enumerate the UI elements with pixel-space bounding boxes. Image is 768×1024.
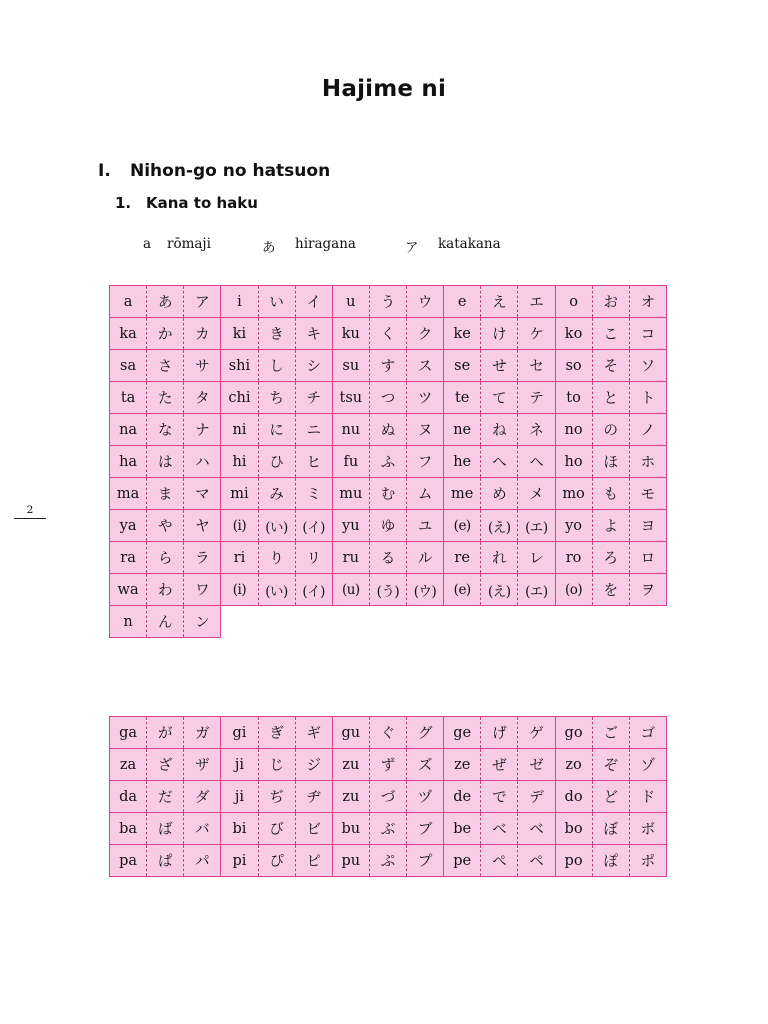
hiragana-cell: の — [592, 414, 629, 446]
katakana-cell: チ — [295, 382, 332, 414]
hiragana-cell: ば — [147, 813, 184, 845]
kana-table — [109, 285, 667, 638]
katakana-cell: リ — [295, 542, 332, 574]
empty-cell — [555, 606, 592, 638]
empty-cell — [295, 606, 332, 638]
hiragana-cell: ざ — [147, 749, 184, 781]
katakana-cell: パ — [184, 845, 221, 877]
legend-katakana-label: katakana — [438, 236, 501, 252]
table-row — [110, 318, 667, 350]
katakana-cell: ネ — [518, 414, 555, 446]
katakana-cell: ケ — [518, 318, 555, 350]
hiragana-cell: ら — [147, 542, 184, 574]
romaji-cell: ro — [555, 542, 592, 574]
hiragana-cell: か — [147, 318, 184, 350]
romaji-cell: no — [555, 414, 592, 446]
katakana-cell: セ — [518, 350, 555, 382]
katakana-cell: ペ — [518, 845, 555, 877]
hiragana-cell: (い) — [258, 574, 295, 606]
section-title: Nihon-go no hatsuon — [130, 161, 331, 181]
romaji-cell: na — [110, 414, 147, 446]
katakana-cell: ニ — [295, 414, 332, 446]
katakana-cell: ド — [629, 781, 666, 813]
katakana-cell: ク — [407, 318, 444, 350]
hiragana-cell: せ — [481, 350, 518, 382]
table-row — [110, 606, 667, 638]
romaji-cell: sa — [110, 350, 147, 382]
romaji-cell: (e) — [444, 510, 481, 542]
romaji-cell: te — [444, 382, 481, 414]
hiragana-cell: り — [258, 542, 295, 574]
hiragana-cell: だ — [147, 781, 184, 813]
hiragana-cell: (え) — [481, 574, 518, 606]
romaji-cell: za — [110, 749, 147, 781]
romaji-cell: ge — [444, 717, 481, 749]
romaji-cell: ya — [110, 510, 147, 542]
katakana-cell: (イ) — [295, 510, 332, 542]
katakana-cell: ダ — [184, 781, 221, 813]
hiragana-cell: と — [592, 382, 629, 414]
empty-cell — [518, 606, 555, 638]
katakana-cell: エ — [518, 286, 555, 318]
katakana-cell: ウ — [407, 286, 444, 318]
romaji-cell: bi — [221, 813, 258, 845]
katakana-cell: イ — [295, 286, 332, 318]
katakana-cell: (エ) — [518, 574, 555, 606]
romaji-cell: pi — [221, 845, 258, 877]
romaji-cell: ko — [555, 318, 592, 350]
table-row — [110, 478, 667, 510]
hiragana-cell: に — [258, 414, 295, 446]
hiragana-cell: ぱ — [147, 845, 184, 877]
hiragana-cell: ち — [258, 382, 295, 414]
hiragana-cell: も — [592, 478, 629, 510]
romaji-cell: gu — [332, 717, 369, 749]
romaji-cell: chi — [221, 382, 258, 414]
katakana-cell: ピ — [295, 845, 332, 877]
empty-cell — [481, 606, 518, 638]
romaji-cell: da — [110, 781, 147, 813]
hiragana-cell: わ — [147, 574, 184, 606]
hiragana-cell: ぶ — [369, 813, 406, 845]
hiragana-cell: ぽ — [592, 845, 629, 877]
hiragana-cell: ぴ — [258, 845, 295, 877]
katakana-cell: ワ — [184, 574, 221, 606]
romaji-cell: gi — [221, 717, 258, 749]
hiragana-cell: ぷ — [369, 845, 406, 877]
romaji-cell: po — [555, 845, 592, 877]
katakana-cell: ハ — [184, 446, 221, 478]
hiragana-cell: て — [481, 382, 518, 414]
table-row — [110, 542, 667, 574]
empty-cell — [407, 606, 444, 638]
legend — [0, 236, 768, 256]
katakana-cell: ヌ — [407, 414, 444, 446]
katakana-cell: メ — [518, 478, 555, 510]
katakana-cell: ヂ — [295, 781, 332, 813]
table-row — [110, 781, 667, 813]
table-row — [110, 510, 667, 542]
hiragana-cell: げ — [481, 717, 518, 749]
katakana-cell: タ — [184, 382, 221, 414]
katakana-cell: ゾ — [629, 749, 666, 781]
romaji-cell: ku — [332, 318, 369, 350]
katakana-cell: ガ — [184, 717, 221, 749]
hiragana-cell: ご — [592, 717, 629, 749]
table-row — [110, 414, 667, 446]
section-number: Ⅰ. — [98, 161, 111, 181]
romaji-cell: ki — [221, 318, 258, 350]
katakana-cell: ヘ — [518, 446, 555, 478]
katakana-cell: ヤ — [184, 510, 221, 542]
katakana-cell: ラ — [184, 542, 221, 574]
legend-hiragana-sample: あ — [262, 240, 276, 256]
romaji-cell: yu — [332, 510, 369, 542]
section-heading — [98, 161, 330, 181]
katakana-cell: ジ — [295, 749, 332, 781]
hiragana-cell: づ — [369, 781, 406, 813]
table-row — [110, 574, 667, 606]
katakana-cell: ト — [629, 382, 666, 414]
hiragana-cell: ど — [592, 781, 629, 813]
katakana-cell: ル — [407, 542, 444, 574]
romaji-cell: zu — [332, 749, 369, 781]
katakana-cell: ゼ — [518, 749, 555, 781]
katakana-cell: バ — [184, 813, 221, 845]
hiragana-cell: ね — [481, 414, 518, 446]
romaji-cell: ta — [110, 382, 147, 414]
hiragana-cell: が — [147, 717, 184, 749]
romaji-cell: (o) — [555, 574, 592, 606]
hiragana-cell: (え) — [481, 510, 518, 542]
romaji-cell: pu — [332, 845, 369, 877]
romaji-cell: bo — [555, 813, 592, 845]
subsection-title: Kana to haku — [146, 194, 258, 212]
katakana-cell: フ — [407, 446, 444, 478]
romaji-cell: hi — [221, 446, 258, 478]
romaji-cell: ma — [110, 478, 147, 510]
hiragana-cell: お — [592, 286, 629, 318]
hiragana-cell: じ — [258, 749, 295, 781]
katakana-cell: ナ — [184, 414, 221, 446]
table-row — [110, 749, 667, 781]
romaji-cell: e — [444, 286, 481, 318]
katakana-cell: ゲ — [518, 717, 555, 749]
katakana-cell: プ — [407, 845, 444, 877]
hiragana-cell: な — [147, 414, 184, 446]
romaji-cell: ha — [110, 446, 147, 478]
katakana-cell: ス — [407, 350, 444, 382]
romaji-cell: ze — [444, 749, 481, 781]
katakana-cell: コ — [629, 318, 666, 350]
romaji-cell: fu — [332, 446, 369, 478]
katakana-cell: ツ — [407, 382, 444, 414]
hiragana-cell: れ — [481, 542, 518, 574]
hiragana-cell: ぞ — [592, 749, 629, 781]
romaji-cell: mu — [332, 478, 369, 510]
hiragana-cell: ぼ — [592, 813, 629, 845]
romaji-cell: wa — [110, 574, 147, 606]
table-row — [110, 286, 667, 318]
romaji-cell: (i) — [221, 574, 258, 606]
katakana-cell: ギ — [295, 717, 332, 749]
katakana-cell: ポ — [629, 845, 666, 877]
hiragana-cell: け — [481, 318, 518, 350]
katakana-cell: レ — [518, 542, 555, 574]
romaji-cell: me — [444, 478, 481, 510]
romaji-cell: yo — [555, 510, 592, 542]
romaji-cell: nu — [332, 414, 369, 446]
katakana-cell: カ — [184, 318, 221, 350]
hiragana-cell: こ — [592, 318, 629, 350]
romaji-cell: u — [332, 286, 369, 318]
katakana-cell: ロ — [629, 542, 666, 574]
romaji-cell: (u) — [332, 574, 369, 606]
katakana-cell: ユ — [407, 510, 444, 542]
katakana-cell: (イ) — [295, 574, 332, 606]
romaji-cell: ru — [332, 542, 369, 574]
legend-hiragana-label: hiragana — [295, 236, 356, 252]
empty-cell — [629, 606, 666, 638]
romaji-cell: be — [444, 813, 481, 845]
romaji-cell: ga — [110, 717, 147, 749]
katakana-cell: ヅ — [407, 781, 444, 813]
subsection-heading — [115, 194, 258, 212]
hiragana-cell: ず — [369, 749, 406, 781]
katakana-cell: ノ — [629, 414, 666, 446]
katakana-cell: ズ — [407, 749, 444, 781]
romaji-cell: de — [444, 781, 481, 813]
katakana-cell: (ウ) — [407, 574, 444, 606]
empty-cell — [332, 606, 369, 638]
hiragana-cell: そ — [592, 350, 629, 382]
hiragana-cell: へ — [481, 446, 518, 478]
hiragana-cell: ぐ — [369, 717, 406, 749]
hiragana-cell: ぜ — [481, 749, 518, 781]
katakana-cell: ボ — [629, 813, 666, 845]
romaji-cell: ji — [221, 749, 258, 781]
romaji-cell: a — [110, 286, 147, 318]
romaji-cell: se — [444, 350, 481, 382]
romaji-cell: su — [332, 350, 369, 382]
hiragana-cell: ぺ — [481, 845, 518, 877]
hiragana-cell: (う) — [369, 574, 406, 606]
table-row — [110, 382, 667, 414]
katakana-cell: ヒ — [295, 446, 332, 478]
romaji-cell: ho — [555, 446, 592, 478]
hiragana-cell: い — [258, 286, 295, 318]
katakana-cell: サ — [184, 350, 221, 382]
hiragana-cell: う — [369, 286, 406, 318]
romaji-cell: pa — [110, 845, 147, 877]
katakana-cell: キ — [295, 318, 332, 350]
page-number: 2 — [14, 504, 46, 519]
empty-cell — [258, 606, 295, 638]
katakana-cell: ゴ — [629, 717, 666, 749]
katakana-cell: テ — [518, 382, 555, 414]
table-row — [110, 717, 667, 749]
romaji-cell: (e) — [444, 574, 481, 606]
katakana-cell: ヨ — [629, 510, 666, 542]
romaji-cell: he — [444, 446, 481, 478]
katakana-cell: モ — [629, 478, 666, 510]
katakana-cell: ビ — [295, 813, 332, 845]
hiragana-cell: ふ — [369, 446, 406, 478]
table-row — [110, 446, 667, 478]
romaji-cell: n — [110, 606, 147, 638]
empty-cell — [221, 606, 258, 638]
hiragana-cell: し — [258, 350, 295, 382]
romaji-cell: tsu — [332, 382, 369, 414]
empty-cell — [592, 606, 629, 638]
hiragana-cell: る — [369, 542, 406, 574]
hiragana-cell: ろ — [592, 542, 629, 574]
romaji-cell: ni — [221, 414, 258, 446]
table-row — [110, 350, 667, 382]
katakana-cell: グ — [407, 717, 444, 749]
romaji-cell: shi — [221, 350, 258, 382]
hiragana-cell: み — [258, 478, 295, 510]
empty-cell — [444, 606, 481, 638]
romaji-cell: to — [555, 382, 592, 414]
subsection-number: 1. — [115, 194, 132, 212]
romaji-cell: ji — [221, 781, 258, 813]
romaji-cell: mo — [555, 478, 592, 510]
hiragana-cell: た — [147, 382, 184, 414]
romaji-cell: ne — [444, 414, 481, 446]
hiragana-cell: ぬ — [369, 414, 406, 446]
romaji-cell: zo — [555, 749, 592, 781]
hiragana-cell: む — [369, 478, 406, 510]
katakana-cell: ア — [184, 286, 221, 318]
hiragana-cell: き — [258, 318, 295, 350]
romaji-cell: bu — [332, 813, 369, 845]
katakana-cell: マ — [184, 478, 221, 510]
katakana-cell: ソ — [629, 350, 666, 382]
hiragana-cell: く — [369, 318, 406, 350]
romaji-cell: pe — [444, 845, 481, 877]
katakana-cell: ミ — [295, 478, 332, 510]
katakana-cell: ホ — [629, 446, 666, 478]
hiragana-cell: ぎ — [258, 717, 295, 749]
hiragana-cell: や — [147, 510, 184, 542]
romaji-cell: o — [555, 286, 592, 318]
romaji-cell: (i) — [221, 510, 258, 542]
katakana-cell: ム — [407, 478, 444, 510]
katakana-cell: シ — [295, 350, 332, 382]
katakana-cell: ベ — [518, 813, 555, 845]
hiragana-cell: べ — [481, 813, 518, 845]
hiragana-cell: び — [258, 813, 295, 845]
katakana-cell: ブ — [407, 813, 444, 845]
hiragana-cell: ぢ — [258, 781, 295, 813]
romaji-cell: re — [444, 542, 481, 574]
romaji-cell: ri — [221, 542, 258, 574]
empty-cell — [369, 606, 406, 638]
romaji-cell: ra — [110, 542, 147, 574]
katakana-cell: ザ — [184, 749, 221, 781]
hiragana-cell: あ — [147, 286, 184, 318]
hiragana-cell: ゆ — [369, 510, 406, 542]
hiragana-cell: さ — [147, 350, 184, 382]
romaji-cell: go — [555, 717, 592, 749]
hiragana-cell: ひ — [258, 446, 295, 478]
romaji-cell: so — [555, 350, 592, 382]
hiragana-cell: は — [147, 446, 184, 478]
legend-romaji-sample: a — [143, 236, 152, 252]
romaji-cell: do — [555, 781, 592, 813]
table-row — [110, 845, 667, 877]
katakana-cell: オ — [629, 286, 666, 318]
romaji-cell: mi — [221, 478, 258, 510]
hiragana-cell: す — [369, 350, 406, 382]
voiced-kana-table — [109, 716, 667, 877]
hiragana-cell: め — [481, 478, 518, 510]
hiragana-cell: つ — [369, 382, 406, 414]
katakana-cell: ヲ — [629, 574, 666, 606]
romaji-cell: i — [221, 286, 258, 318]
hiragana-cell: え — [481, 286, 518, 318]
katakana-cell: ン — [184, 606, 221, 638]
katakana-cell: デ — [518, 781, 555, 813]
hiragana-cell: を — [592, 574, 629, 606]
hiragana-cell: よ — [592, 510, 629, 542]
hiragana-cell: (い) — [258, 510, 295, 542]
katakana-cell: (エ) — [518, 510, 555, 542]
legend-romaji-label: rōmaji — [167, 236, 211, 252]
romaji-cell: ke — [444, 318, 481, 350]
hiragana-cell: ん — [147, 606, 184, 638]
romaji-cell: ka — [110, 318, 147, 350]
hiragana-cell: ま — [147, 478, 184, 510]
hiragana-cell: ほ — [592, 446, 629, 478]
hiragana-cell: で — [481, 781, 518, 813]
romaji-cell: ba — [110, 813, 147, 845]
romaji-cell: zu — [332, 781, 369, 813]
table-row — [110, 813, 667, 845]
page-title: Hajime ni — [321, 76, 447, 102]
legend-katakana-sample: ア — [405, 240, 419, 256]
